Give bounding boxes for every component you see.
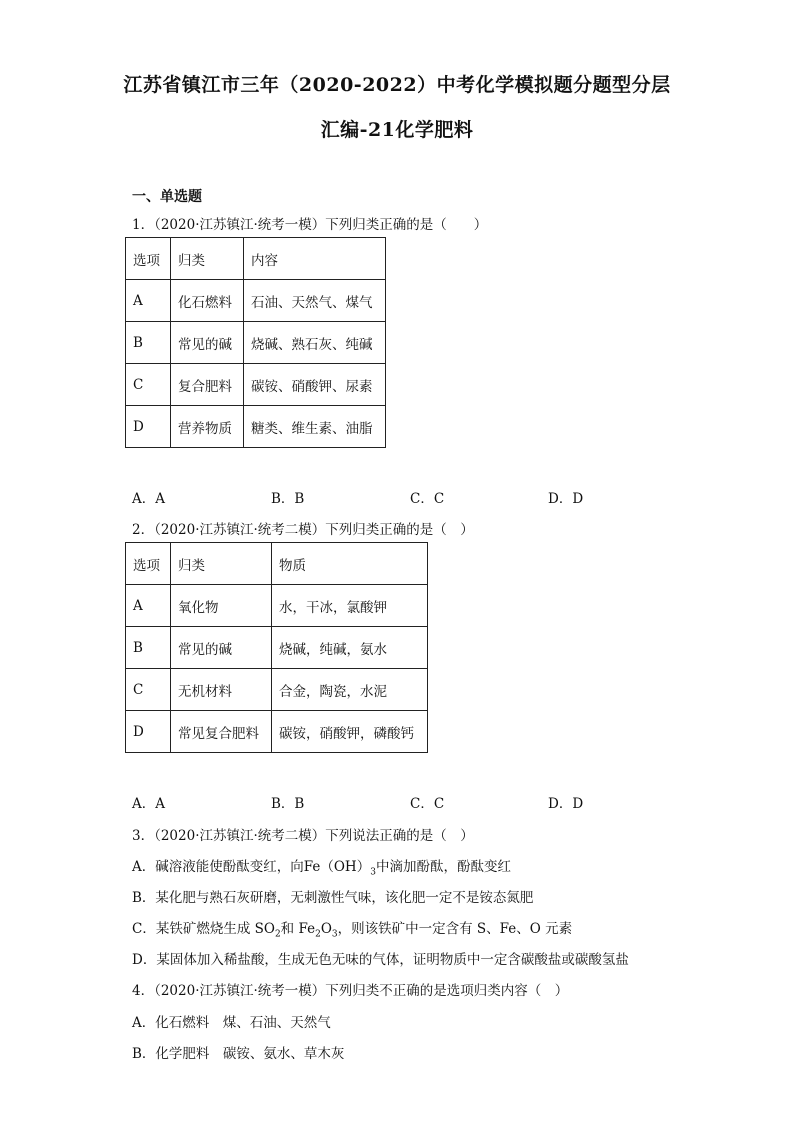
question-1-table bbox=[125, 237, 386, 448]
option-c[interactable]: C．C bbox=[410, 491, 445, 507]
question-1-stem: 1．（2020·江苏镇江·统考一模）下列归类正确的是（ ） bbox=[132, 217, 488, 233]
table-cell: 烧碱，纯碱，氨水 bbox=[272, 627, 428, 669]
question-2-stem: 2．（2020·江苏镇江·统考二模）下列归类正确的是（ ） bbox=[132, 522, 474, 538]
table-cell: 糖类、维生素、油脂 bbox=[244, 406, 386, 448]
table-cell: 碳铵、硝酸钾、尿素 bbox=[244, 364, 386, 406]
question-4-option-a[interactable]: A．化石燃料 煤、石油、天然气 bbox=[132, 1015, 331, 1031]
question-3-stem: 3．（2020·江苏镇江·统考二模）下列说法正确的是（ ） bbox=[132, 828, 474, 844]
table-cell: 烧碱、熟石灰、纯碱 bbox=[244, 322, 386, 364]
table-header-row bbox=[126, 543, 428, 585]
option-text: ，则该铁矿中一定含有 S、Fe、O 元素 bbox=[337, 921, 573, 937]
option-text: C．某铁矿燃烧生成 SO bbox=[132, 921, 275, 937]
question-3-option-c[interactable] bbox=[132, 917, 572, 940]
table-cell: 水，干冰，氯酸钾 bbox=[272, 585, 428, 627]
section-heading: 一、单选题 bbox=[132, 189, 202, 205]
table-cell: C bbox=[126, 364, 171, 406]
table-cell: 合金，陶瓷，水泥 bbox=[272, 669, 428, 711]
table-cell: A bbox=[126, 585, 171, 627]
subscript: 2 bbox=[274, 929, 281, 940]
table-row bbox=[126, 322, 386, 364]
option-c[interactable]: C．C bbox=[410, 796, 445, 812]
table-cell: 常见复合肥料 bbox=[171, 711, 272, 753]
table-row bbox=[126, 406, 386, 448]
question-3-option-b[interactable]: B．某化肥与熟石灰研磨，无刺激性气味，该化肥一定不是铵态氮肥 bbox=[132, 890, 534, 906]
table-cell: 常见的碱 bbox=[171, 627, 272, 669]
table-cell: B bbox=[126, 627, 171, 669]
document-title-line-2: 汇编-21化学肥料 bbox=[320, 119, 474, 141]
table-cell: 常见的碱 bbox=[171, 322, 244, 364]
table-cell: 复合肥料 bbox=[171, 364, 244, 406]
subscript: 3 bbox=[370, 867, 376, 878]
document-title-line-1: 江苏省镇江市三年（2020-2022）中考化学模拟题分题型分层 bbox=[123, 74, 671, 96]
table-cell: 石油、天然气、煤气 bbox=[244, 280, 386, 322]
table-header-row bbox=[126, 238, 386, 280]
table-cell: 选项 bbox=[126, 238, 171, 280]
table-row bbox=[126, 280, 386, 322]
table-row bbox=[126, 711, 428, 753]
option-a[interactable]: A．A bbox=[132, 796, 165, 812]
option-text: 中滴加酚酞，酚酞变红 bbox=[375, 859, 511, 875]
question-1-options bbox=[132, 487, 652, 507]
option-text: 和 Fe bbox=[280, 921, 316, 937]
table-cell: 归类 bbox=[171, 543, 272, 585]
table-cell: 选项 bbox=[126, 543, 171, 585]
question-4-option-b[interactable]: B．化学肥料 碳铵、氨水、草木灰 bbox=[132, 1046, 345, 1062]
table-cell: B bbox=[126, 322, 171, 364]
table-cell: 无机材料 bbox=[171, 669, 272, 711]
table-cell: 碳铵，硝酸钾，磷酸钙 bbox=[272, 711, 428, 753]
question-2-table bbox=[125, 542, 428, 753]
table-cell: 归类 bbox=[171, 238, 244, 280]
question-3-option-a[interactable] bbox=[132, 855, 511, 878]
question-2-options bbox=[132, 792, 652, 812]
table-row bbox=[126, 364, 386, 406]
option-text: O bbox=[320, 921, 332, 937]
table-cell: 氧化物 bbox=[171, 585, 272, 627]
question-4-stem: 4．（2020·江苏镇江·统考一模）下列归类不正确的是选项归类内容（ ） bbox=[132, 983, 569, 999]
table-row bbox=[126, 669, 428, 711]
option-d[interactable]: D．D bbox=[548, 491, 584, 507]
table-cell: A bbox=[126, 280, 171, 322]
subscript: 2 bbox=[315, 929, 321, 940]
subscript: 3 bbox=[331, 929, 338, 940]
question-3-option-d[interactable]: D．某固体加入稀盐酸，生成无色无味的气体，证明物质中一定含碳酸盐或碳酸氢盐 bbox=[132, 952, 629, 968]
table-cell: D bbox=[126, 711, 171, 753]
option-text: A．碱溶液能使酚酞变红，向Fe（OH） bbox=[132, 859, 371, 875]
option-b[interactable]: B．B bbox=[271, 796, 305, 812]
option-b[interactable]: B．B bbox=[271, 491, 305, 507]
table-row bbox=[126, 585, 428, 627]
option-a[interactable]: A．A bbox=[132, 491, 165, 507]
table-cell: 化石燃料 bbox=[171, 280, 244, 322]
table-cell: C bbox=[126, 669, 171, 711]
option-d[interactable]: D．D bbox=[548, 796, 584, 812]
table-row bbox=[126, 627, 428, 669]
table-cell: D bbox=[126, 406, 171, 448]
table-cell: 物质 bbox=[272, 543, 428, 585]
table-cell: 营养物质 bbox=[171, 406, 244, 448]
table-cell: 内容 bbox=[244, 238, 386, 280]
